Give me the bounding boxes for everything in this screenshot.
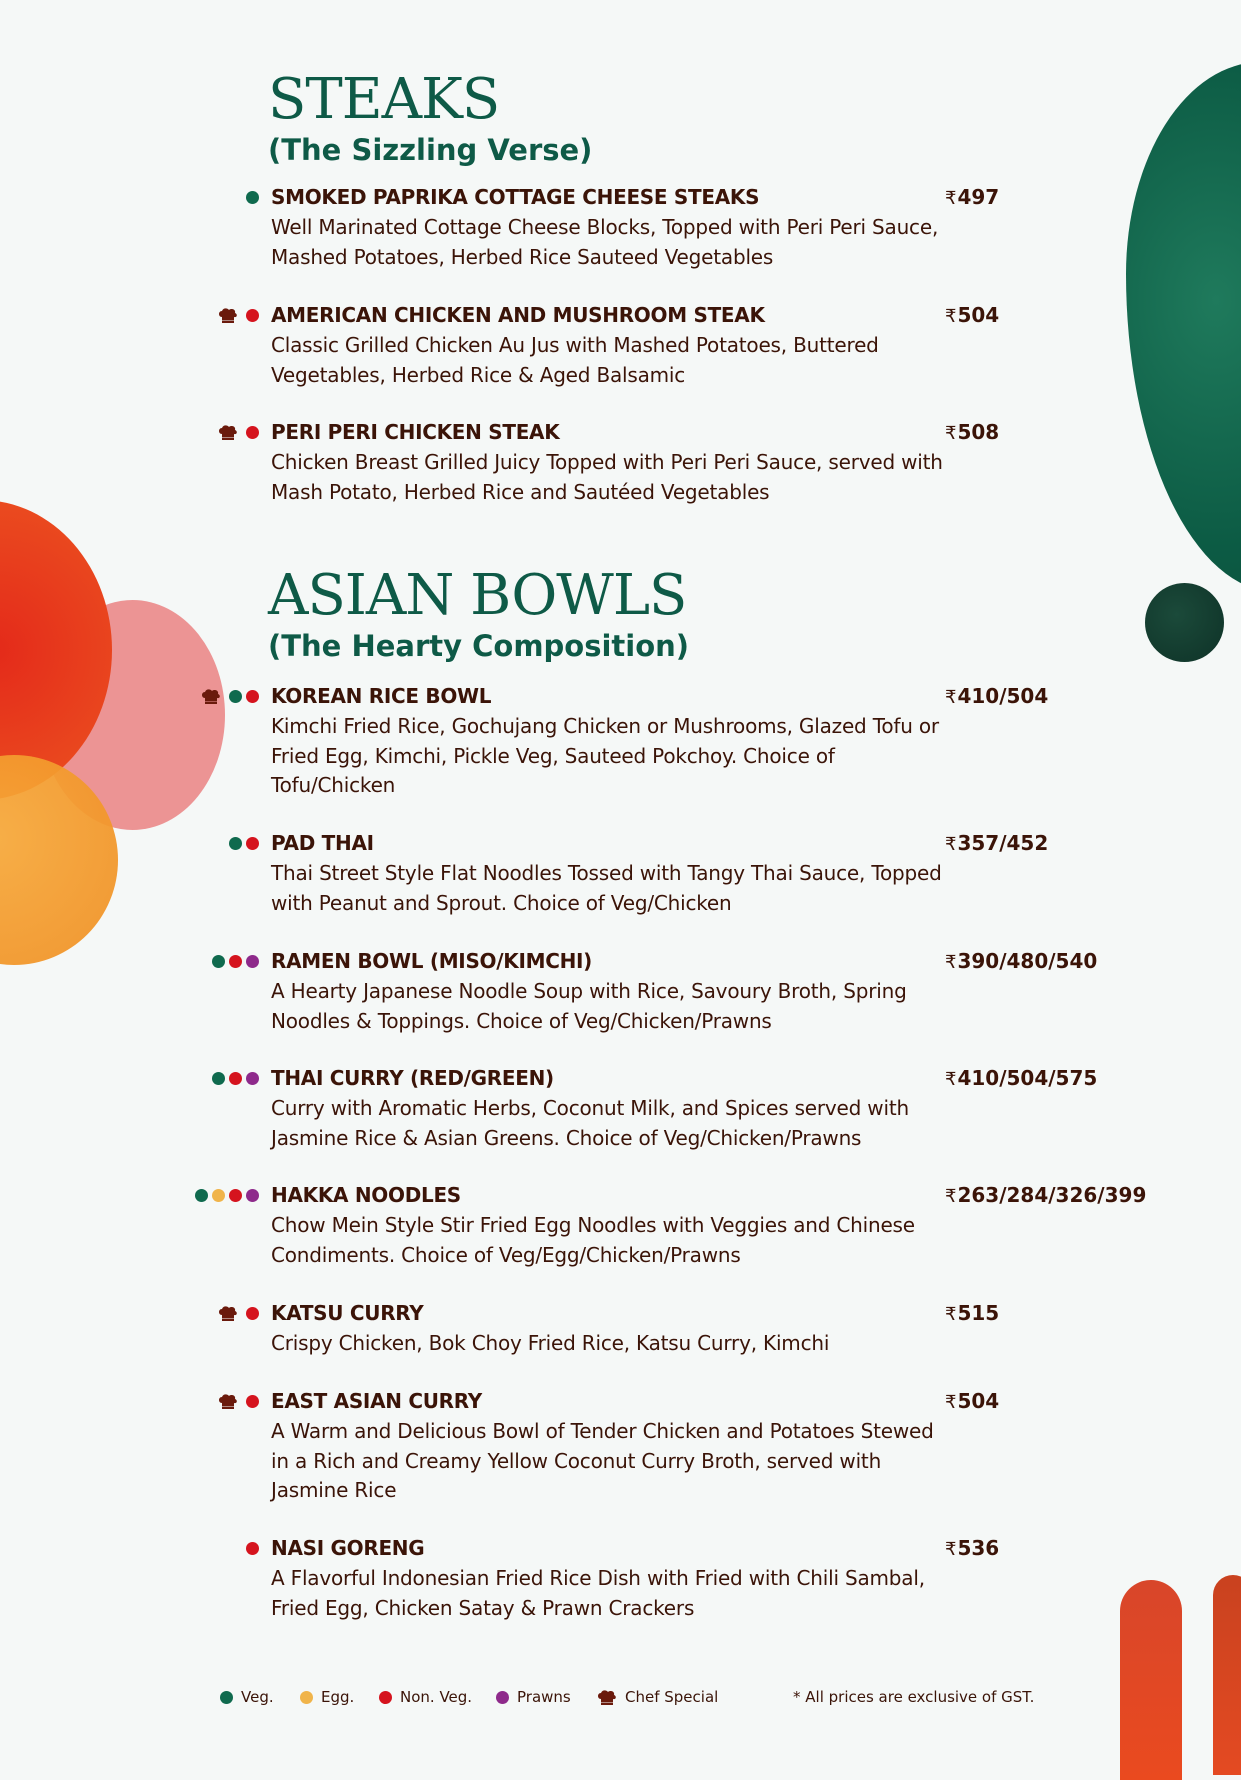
item-name: THAI CURRY (RED/GREEN) — [271, 1066, 554, 1090]
diet-markers — [195, 1188, 259, 1202]
diet-markers — [229, 836, 259, 850]
chef-hat-icon — [597, 1690, 617, 1705]
price-value: 504 — [957, 1389, 1000, 1413]
diet-markers — [218, 1306, 259, 1320]
rupee-symbol: ₹ — [945, 1304, 957, 1325]
legend-veg — [220, 1688, 274, 1706]
price-value: 497 — [957, 185, 1000, 209]
item-description: Classic Grilled Chicken Au Jus with Mashed Potatoes, Buttered Vegetables, Herbed Rice & Aged Balsamic — [271, 333, 879, 387]
rupee-symbol: ₹ — [945, 952, 957, 973]
veg-dot-icon — [229, 837, 242, 850]
price-value: 410/504 — [957, 684, 1049, 708]
item-description: A Warm and Delicious Bowl of Tender Chicken and Potatoes Stewed in a Rich and Creamy Yellow Coconut Curry Broth, served with Jasmine Rice — [271, 1419, 934, 1502]
legend-label: Veg. — [241, 1688, 274, 1706]
diet-markers — [212, 1071, 259, 1085]
diet-markers — [212, 954, 259, 968]
item-description: Kimchi Fried Rice, Gochujang Chicken or Mushrooms, Glazed Tofu or Fried Egg, Kimchi, Pickle Veg, Sauteed Pokchoy. Choice of Tofu/Chicken — [271, 714, 939, 797]
item-description: Crispy Chicken, Bok Choy Fried Rice, Katsu Curry, Kimchi — [271, 1331, 830, 1355]
veg-dot-icon — [195, 1189, 208, 1202]
item-price — [945, 420, 999, 446]
item-price — [945, 1389, 999, 1415]
rupee-symbol: ₹ — [945, 188, 957, 209]
item-description: Chicken Breast Grilled Juicy Topped with Peri Peri Sauce, served with Mash Potato, Herbed Rice and Sautéed Vegetables — [271, 450, 943, 504]
diet-markers — [218, 1394, 259, 1408]
price-value: 410/504/575 — [957, 1066, 1098, 1090]
non-veg-dot-icon — [246, 1542, 259, 1555]
orange-stroke-decoration-2 — [1213, 1575, 1241, 1775]
price-value: 263/284/326/399 — [957, 1183, 1147, 1207]
price-value: 508 — [957, 420, 1000, 444]
legend-label: Egg. — [321, 1688, 355, 1706]
egg-dot-icon — [300, 1691, 313, 1704]
non-veg-dot-icon — [246, 690, 259, 703]
item-price — [945, 831, 1048, 857]
item-name: RAMEN BOWL (MISO/KIMCHI) — [271, 949, 592, 973]
prawns-dot-icon — [246, 1189, 259, 1202]
item-description: Well Marinated Cottage Cheese Blocks, Topped with Peri Peri Sauce, Mashed Potatoes, Herbed Rice Sauteed Vegetables — [271, 215, 939, 269]
section-subtitle-asian-bowls: (The Hearty Composition) — [268, 629, 690, 663]
green-blob-decoration — [1126, 62, 1241, 592]
item-description: Thai Street Style Flat Noodles Tossed with Tangy Thai Sauce, Topped with Peanut and Sprout. Choice of Veg/Chicken — [271, 861, 942, 915]
diet-markers — [218, 308, 259, 322]
item-price — [945, 185, 999, 211]
rupee-symbol: ₹ — [945, 1392, 957, 1413]
non-veg-dot-icon — [379, 1691, 392, 1704]
rupee-symbol: ₹ — [945, 687, 957, 708]
non-veg-dot-icon — [246, 1307, 259, 1320]
legend-label: Non. Veg. — [400, 1688, 473, 1706]
item-price — [945, 1536, 999, 1562]
prawns-dot-icon — [246, 1072, 259, 1085]
non-veg-dot-icon — [246, 309, 259, 322]
veg-dot-icon — [212, 955, 225, 968]
item-name: PAD THAI — [271, 831, 374, 855]
item-price — [945, 1301, 999, 1327]
item-price — [945, 949, 1097, 975]
diet-markers — [218, 425, 259, 439]
item-description: Chow Mein Style Stir Fried Egg Noodles with Veggies and Chinese Condiments. Choice of Veg/Egg/Chicken/Prawns — [271, 1213, 915, 1267]
diet-markers — [246, 190, 259, 204]
veg-dot-icon — [229, 690, 242, 703]
price-value: 536 — [957, 1536, 1000, 1560]
item-price — [945, 303, 999, 329]
legend-label: Prawns — [517, 1688, 571, 1706]
item-description: A Hearty Japanese Noodle Soup with Rice, Savoury Broth, Spring Noodles & Toppings. Choice of Veg/Chicken/Prawns — [271, 979, 907, 1033]
rupee-symbol: ₹ — [945, 1186, 957, 1207]
legend-label: Chef Special — [625, 1688, 719, 1706]
chef-hat-icon — [218, 1394, 238, 1409]
rupee-symbol: ₹ — [945, 834, 957, 855]
item-name: NASI GORENG — [271, 1536, 425, 1560]
orange-stroke-decoration-1 — [1120, 1580, 1182, 1780]
section-title-asian-bowls: ASIAN BOWLS — [268, 563, 687, 628]
egg-dot-icon — [212, 1189, 225, 1202]
item-name: KATSU CURRY — [271, 1301, 424, 1325]
section-subtitle-steaks: (The Sizzling Verse) — [268, 133, 593, 167]
prawns-dot-icon — [246, 955, 259, 968]
non-veg-dot-icon — [246, 426, 259, 439]
item-price — [945, 1066, 1097, 1092]
chef-hat-icon — [218, 425, 238, 440]
gst-note: * All prices are exclusive of GST. — [793, 1688, 1035, 1706]
non-veg-dot-icon — [246, 837, 259, 850]
item-price — [945, 684, 1048, 710]
price-value: 515 — [957, 1301, 1000, 1325]
prawns-dot-icon — [496, 1691, 509, 1704]
non-veg-dot-icon — [246, 1395, 259, 1408]
item-price — [945, 1183, 1146, 1209]
diet-markers — [246, 1541, 259, 1555]
rupee-symbol: ₹ — [945, 423, 957, 444]
section-title-steaks: STEAKS — [268, 67, 500, 132]
price-value: 357/452 — [957, 831, 1049, 855]
veg-dot-icon — [212, 1072, 225, 1085]
rupee-symbol: ₹ — [945, 306, 957, 327]
price-value: 390/480/540 — [957, 949, 1098, 973]
non-veg-dot-icon — [229, 955, 242, 968]
item-description: A Flavorful Indonesian Fried Rice Dish with Fried with Chili Sambal, Fried Egg, Chicken Satay & Prawn Crackers — [271, 1566, 925, 1620]
legend-chef-special — [597, 1688, 718, 1706]
item-name: SMOKED PAPRIKA COTTAGE CHEESE STEAKS — [271, 185, 760, 209]
legend — [0, 1688, 1241, 1708]
non-veg-dot-icon — [229, 1189, 242, 1202]
chef-hat-icon — [218, 308, 238, 323]
chef-hat-icon — [218, 1306, 238, 1321]
rupee-symbol: ₹ — [945, 1069, 957, 1090]
item-name: HAKKA NOODLES — [271, 1183, 461, 1207]
item-name: EAST ASIAN CURRY — [271, 1389, 482, 1413]
non-veg-dot-icon — [229, 1072, 242, 1085]
diet-markers — [201, 689, 259, 703]
legend-non-veg — [379, 1688, 472, 1706]
chef-hat-icon — [201, 689, 221, 704]
legend-egg — [300, 1688, 354, 1706]
price-value: 504 — [957, 303, 1000, 327]
item-description: Curry with Aromatic Herbs, Coconut Milk, and Spices served with Jasmine Rice & Asian Greens. Choice of Veg/Chicken/Prawns — [271, 1096, 909, 1150]
dark-green-circle-decoration — [1145, 583, 1224, 662]
item-name: KOREAN RICE BOWL — [271, 684, 492, 708]
veg-dot-icon — [220, 1691, 233, 1704]
item-name: PERI PERI CHICKEN STEAK — [271, 420, 560, 444]
veg-dot-icon — [246, 191, 259, 204]
legend-prawns — [496, 1688, 571, 1706]
rupee-symbol: ₹ — [945, 1539, 957, 1560]
item-name: AMERICAN CHICKEN AND MUSHROOM STEAK — [271, 303, 765, 327]
